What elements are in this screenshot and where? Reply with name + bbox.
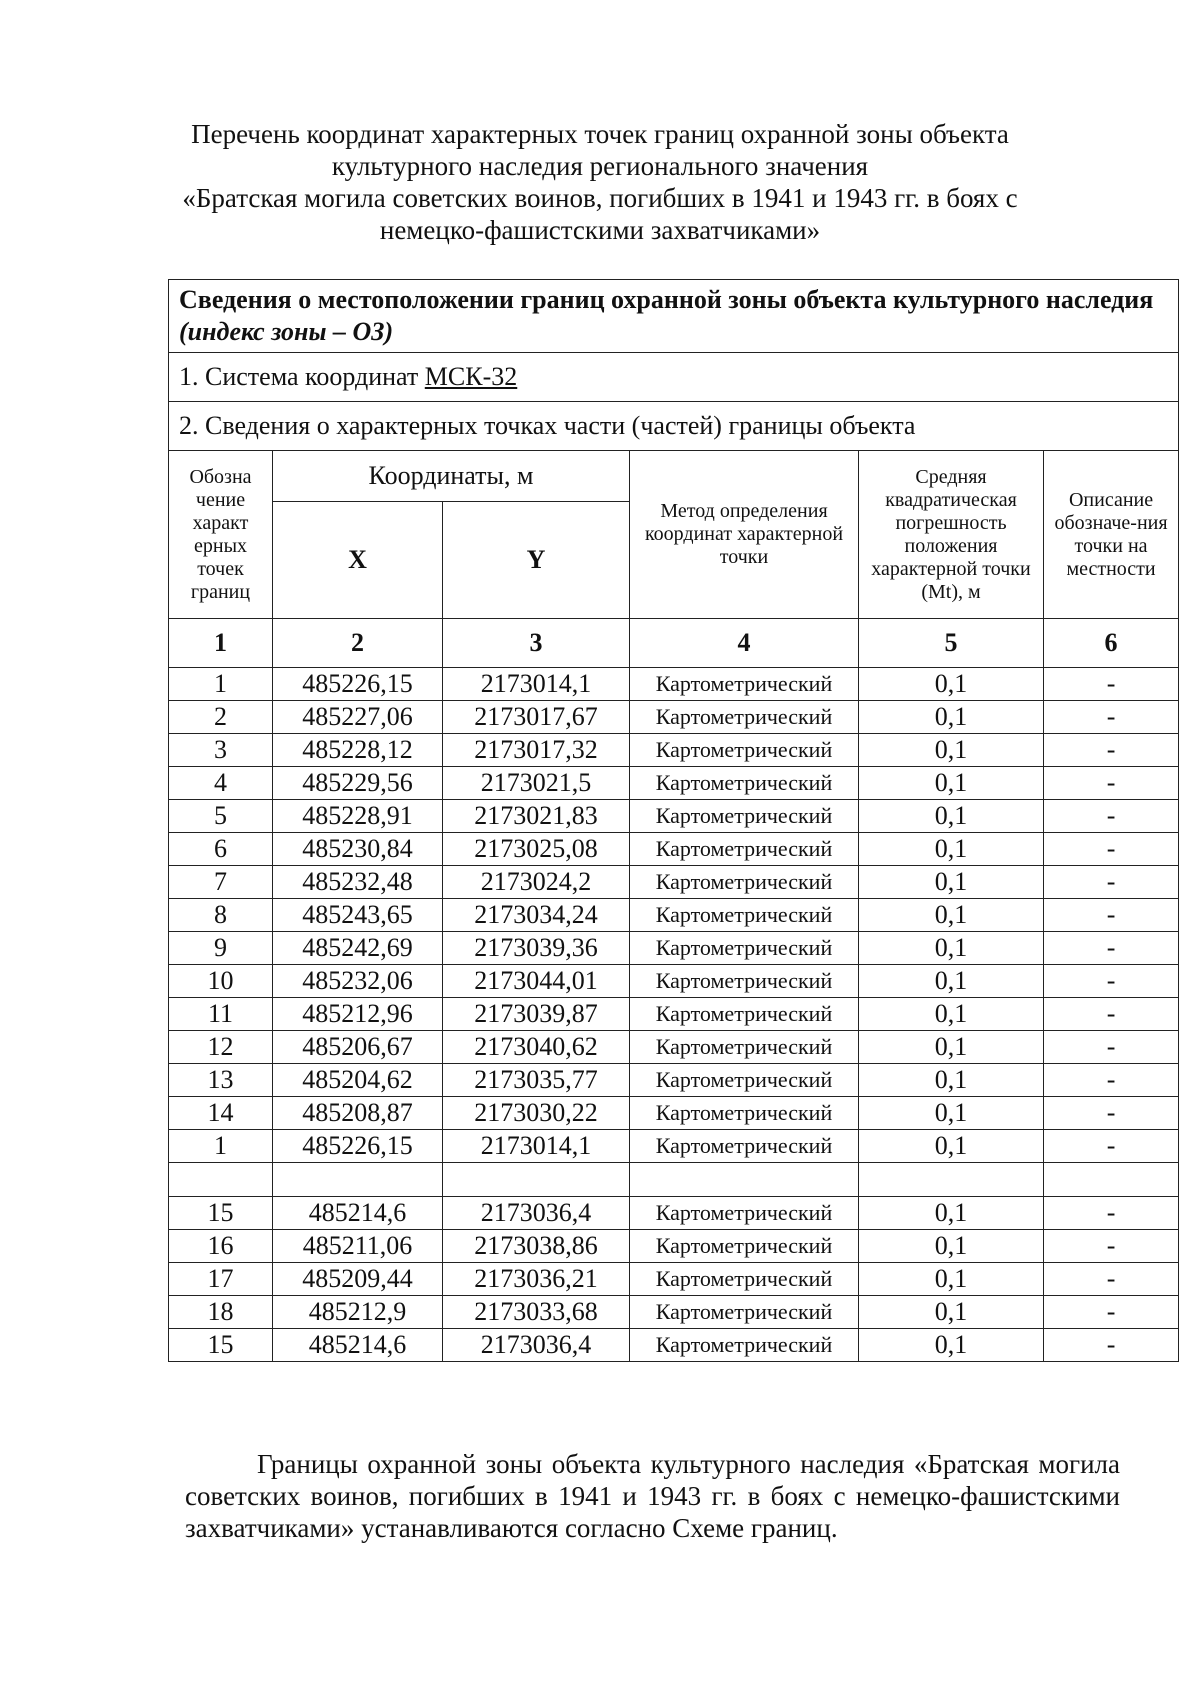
title-line-3: «Братская могила советских воинов, погибших в 1941 и 1943 гг. в боях с — [182, 183, 1018, 213]
header-designation: Обозна чение характ ерных точек границ — [169, 451, 273, 619]
coordinate-system-row — [169, 353, 1179, 402]
error-value-cell: 0,1 — [859, 701, 1044, 734]
x-value-cell: 485211,06 — [273, 1230, 443, 1263]
description-cell: - — [1044, 998, 1179, 1031]
description-cell: - — [1044, 866, 1179, 899]
table-row — [169, 965, 1179, 998]
footer-text: Границы охранной зоны объекта культурного наследия «Братская могила советских воинов, погибших в 1941 и 1943 гг. в боях с немецко-фашистскими захватчиками» устанавливаются согласно Схеме границ. — [185, 1449, 1120, 1543]
point-number-cell: 15 — [169, 1329, 273, 1362]
table-row — [169, 1097, 1179, 1130]
point-number-cell: 9 — [169, 932, 273, 965]
empty-cell — [443, 1163, 630, 1197]
error-value-cell: 0,1 — [859, 1263, 1044, 1296]
column-number-6: 6 — [1044, 619, 1179, 668]
y-value-cell: 2173014,1 — [443, 1130, 630, 1163]
column-number-1: 1 — [169, 619, 273, 668]
header-y: Y — [443, 502, 630, 619]
description-cell: - — [1044, 734, 1179, 767]
error-value-cell: 0,1 — [859, 1329, 1044, 1362]
error-value-cell: 0,1 — [859, 998, 1044, 1031]
error-value-cell: 0,1 — [859, 932, 1044, 965]
error-value-cell: 0,1 — [859, 1031, 1044, 1064]
empty-cell — [273, 1163, 443, 1197]
x-value-cell: 485204,62 — [273, 1064, 443, 1097]
error-value-cell: 0,1 — [859, 734, 1044, 767]
table-row — [169, 1130, 1179, 1163]
description-cell: - — [1044, 965, 1179, 998]
error-value-cell: 0,1 — [859, 899, 1044, 932]
x-value-cell: 485243,65 — [273, 899, 443, 932]
header-coordinates: Координаты, м — [273, 451, 630, 502]
description-cell: - — [1044, 1296, 1179, 1329]
point-number-cell: 7 — [169, 866, 273, 899]
y-value-cell: 2173021,5 — [443, 767, 630, 800]
method-cell: Картометрический — [630, 1097, 859, 1130]
empty-cell — [630, 1163, 859, 1197]
method-cell: Картометрический — [630, 1064, 859, 1097]
header-x: X — [273, 502, 443, 619]
error-value-cell: 0,1 — [859, 1296, 1044, 1329]
point-number-cell: 1 — [169, 668, 273, 701]
description-cell: - — [1044, 1031, 1179, 1064]
method-cell: Картометрический — [630, 1230, 859, 1263]
method-cell: Картометрический — [630, 866, 859, 899]
description-cell: - — [1044, 668, 1179, 701]
method-cell: Картометрический — [630, 1130, 859, 1163]
empty-cell — [169, 1163, 273, 1197]
y-value-cell: 2173039,87 — [443, 998, 630, 1031]
point-number-cell: 4 — [169, 767, 273, 800]
table-row — [169, 932, 1179, 965]
x-value-cell: 485230,84 — [273, 833, 443, 866]
y-value-cell: 2173033,68 — [443, 1296, 630, 1329]
y-value-cell: 2173035,77 — [443, 1064, 630, 1097]
error-value-cell: 0,1 — [859, 1230, 1044, 1263]
y-value-cell: 2173024,2 — [443, 866, 630, 899]
x-value-cell: 485242,69 — [273, 932, 443, 965]
coordinate-system-label: 1. Система координат — [179, 362, 425, 391]
table-row — [169, 1031, 1179, 1064]
point-number-cell: 5 — [169, 800, 273, 833]
table-row — [169, 1230, 1179, 1263]
error-value-cell: 0,1 — [859, 866, 1044, 899]
description-cell: - — [1044, 1064, 1179, 1097]
column-number-4: 4 — [630, 619, 859, 668]
zone-index: (индекс зоны – ОЗ) — [179, 317, 394, 346]
section-title-text: Сведения о местоположении границ охранной зоны объекта культурного наследия — [179, 285, 1154, 314]
description-cell: - — [1044, 932, 1179, 965]
header-description: Описание обозначе-ния точки на местности — [1044, 451, 1179, 619]
y-value-cell: 2173034,24 — [443, 899, 630, 932]
table-row — [169, 734, 1179, 767]
description-cell: - — [1044, 1329, 1179, 1362]
y-value-cell: 2173025,08 — [443, 833, 630, 866]
method-cell: Картометрический — [630, 701, 859, 734]
footer-paragraph — [185, 1448, 1120, 1544]
y-value-cell: 2173017,67 — [443, 701, 630, 734]
error-value-cell: 0,1 — [859, 1197, 1044, 1230]
coordinate-system-value: МСК-32 — [424, 362, 518, 391]
y-value-cell: 2173036,4 — [443, 1329, 630, 1362]
x-value-cell: 485209,44 — [273, 1263, 443, 1296]
error-value-cell: 0,1 — [859, 800, 1044, 833]
error-value-cell: 0,1 — [859, 668, 1044, 701]
column-number-3: 3 — [443, 619, 630, 668]
point-number-cell: 14 — [169, 1097, 273, 1130]
point-number-cell: 17 — [169, 1263, 273, 1296]
point-number-cell: 6 — [169, 833, 273, 866]
x-value-cell: 485208,87 — [273, 1097, 443, 1130]
error-value-cell: 0,1 — [859, 965, 1044, 998]
table-row — [169, 1296, 1179, 1329]
header-method: Метод определения координат характерной точки — [630, 451, 859, 619]
point-number-cell: 15 — [169, 1197, 273, 1230]
table-row — [169, 833, 1179, 866]
point-number-cell: 8 — [169, 899, 273, 932]
error-value-cell: 0,1 — [859, 767, 1044, 800]
title-line-1: Перечень координат характерных точек границ охранной зоны объекта — [191, 119, 1009, 149]
table-row — [169, 866, 1179, 899]
table-row — [169, 1064, 1179, 1097]
section-title — [169, 280, 1179, 353]
table-row — [169, 1263, 1179, 1296]
x-value-cell: 485214,6 — [273, 1329, 443, 1362]
x-value-cell: 485228,91 — [273, 800, 443, 833]
error-value-cell: 0,1 — [859, 1064, 1044, 1097]
error-value-cell: 0,1 — [859, 833, 1044, 866]
point-number-cell: 11 — [169, 998, 273, 1031]
table-row — [169, 668, 1179, 701]
method-cell: Картометрический — [630, 1031, 859, 1064]
header-error: Средняя квадратическая погрешность положения характерной точки (Mt), м — [859, 451, 1044, 619]
method-cell: Картометрический — [630, 1296, 859, 1329]
method-cell: Картометрический — [630, 899, 859, 932]
x-value-cell: 485226,15 — [273, 1130, 443, 1163]
description-cell: - — [1044, 1130, 1179, 1163]
point-number-cell: 18 — [169, 1296, 273, 1329]
method-cell: Картометрический — [630, 998, 859, 1031]
description-cell: - — [1044, 1197, 1179, 1230]
table-row — [169, 1329, 1179, 1362]
point-number-cell: 10 — [169, 965, 273, 998]
description-cell: - — [1044, 833, 1179, 866]
point-number-cell: 12 — [169, 1031, 273, 1064]
point-number-cell: 1 — [169, 1130, 273, 1163]
description-cell: - — [1044, 767, 1179, 800]
x-value-cell: 485212,96 — [273, 998, 443, 1031]
method-cell: Картометрический — [630, 734, 859, 767]
method-cell: Картометрический — [630, 1197, 859, 1230]
y-value-cell: 2173036,21 — [443, 1263, 630, 1296]
x-value-cell: 485229,56 — [273, 767, 443, 800]
separator-row — [169, 1163, 1179, 1197]
method-cell: Картометрический — [630, 1263, 859, 1296]
y-value-cell: 2173040,62 — [443, 1031, 630, 1064]
point-number-cell: 13 — [169, 1064, 273, 1097]
column-number-2: 2 — [273, 619, 443, 668]
x-value-cell: 485232,48 — [273, 866, 443, 899]
y-value-cell: 2173044,01 — [443, 965, 630, 998]
method-cell: Картометрический — [630, 767, 859, 800]
x-value-cell: 485227,06 — [273, 701, 443, 734]
method-cell: Картометрический — [630, 800, 859, 833]
description-cell: - — [1044, 899, 1179, 932]
x-value-cell: 485206,67 — [273, 1031, 443, 1064]
method-cell: Картометрический — [630, 965, 859, 998]
error-value-cell: 0,1 — [859, 1097, 1044, 1130]
y-value-cell: 2173021,83 — [443, 800, 630, 833]
y-value-cell: 2173014,1 — [443, 668, 630, 701]
y-value-cell: 2173038,86 — [443, 1230, 630, 1263]
method-cell: Картометрический — [630, 668, 859, 701]
column-number-5: 5 — [859, 619, 1044, 668]
x-value-cell: 485214,6 — [273, 1197, 443, 1230]
point-number-cell: 2 — [169, 701, 273, 734]
description-cell: - — [1044, 1097, 1179, 1130]
coordinates-table — [168, 279, 1179, 1362]
table-row — [169, 800, 1179, 833]
y-value-cell: 2173036,4 — [443, 1197, 630, 1230]
points-title: 2. Сведения о характерных точках части (частей) границы объекта — [169, 402, 1179, 451]
title-line-2: культурного наследия регионального значения — [331, 151, 869, 181]
method-cell: Картометрический — [630, 932, 859, 965]
method-cell: Картометрический — [630, 1329, 859, 1362]
x-value-cell: 485232,06 — [273, 965, 443, 998]
description-cell: - — [1044, 1230, 1179, 1263]
method-cell: Картометрический — [630, 833, 859, 866]
table-row — [169, 899, 1179, 932]
x-value-cell: 485226,15 — [273, 668, 443, 701]
x-value-cell: 485212,9 — [273, 1296, 443, 1329]
description-cell: - — [1044, 701, 1179, 734]
error-value-cell: 0,1 — [859, 1130, 1044, 1163]
y-value-cell: 2173039,36 — [443, 932, 630, 965]
table-row — [169, 998, 1179, 1031]
y-value-cell: 2173030,22 — [443, 1097, 630, 1130]
empty-cell — [859, 1163, 1044, 1197]
description-cell: - — [1044, 1263, 1179, 1296]
table-row — [169, 767, 1179, 800]
document-title — [150, 118, 1050, 246]
point-number-cell: 16 — [169, 1230, 273, 1263]
empty-cell — [1044, 1163, 1179, 1197]
table-row — [169, 1197, 1179, 1230]
title-line-4: немецко-фашистскими захватчиками» — [379, 215, 821, 245]
point-number-cell: 3 — [169, 734, 273, 767]
description-cell: - — [1044, 800, 1179, 833]
y-value-cell: 2173017,32 — [443, 734, 630, 767]
table-row — [169, 701, 1179, 734]
x-value-cell: 485228,12 — [273, 734, 443, 767]
